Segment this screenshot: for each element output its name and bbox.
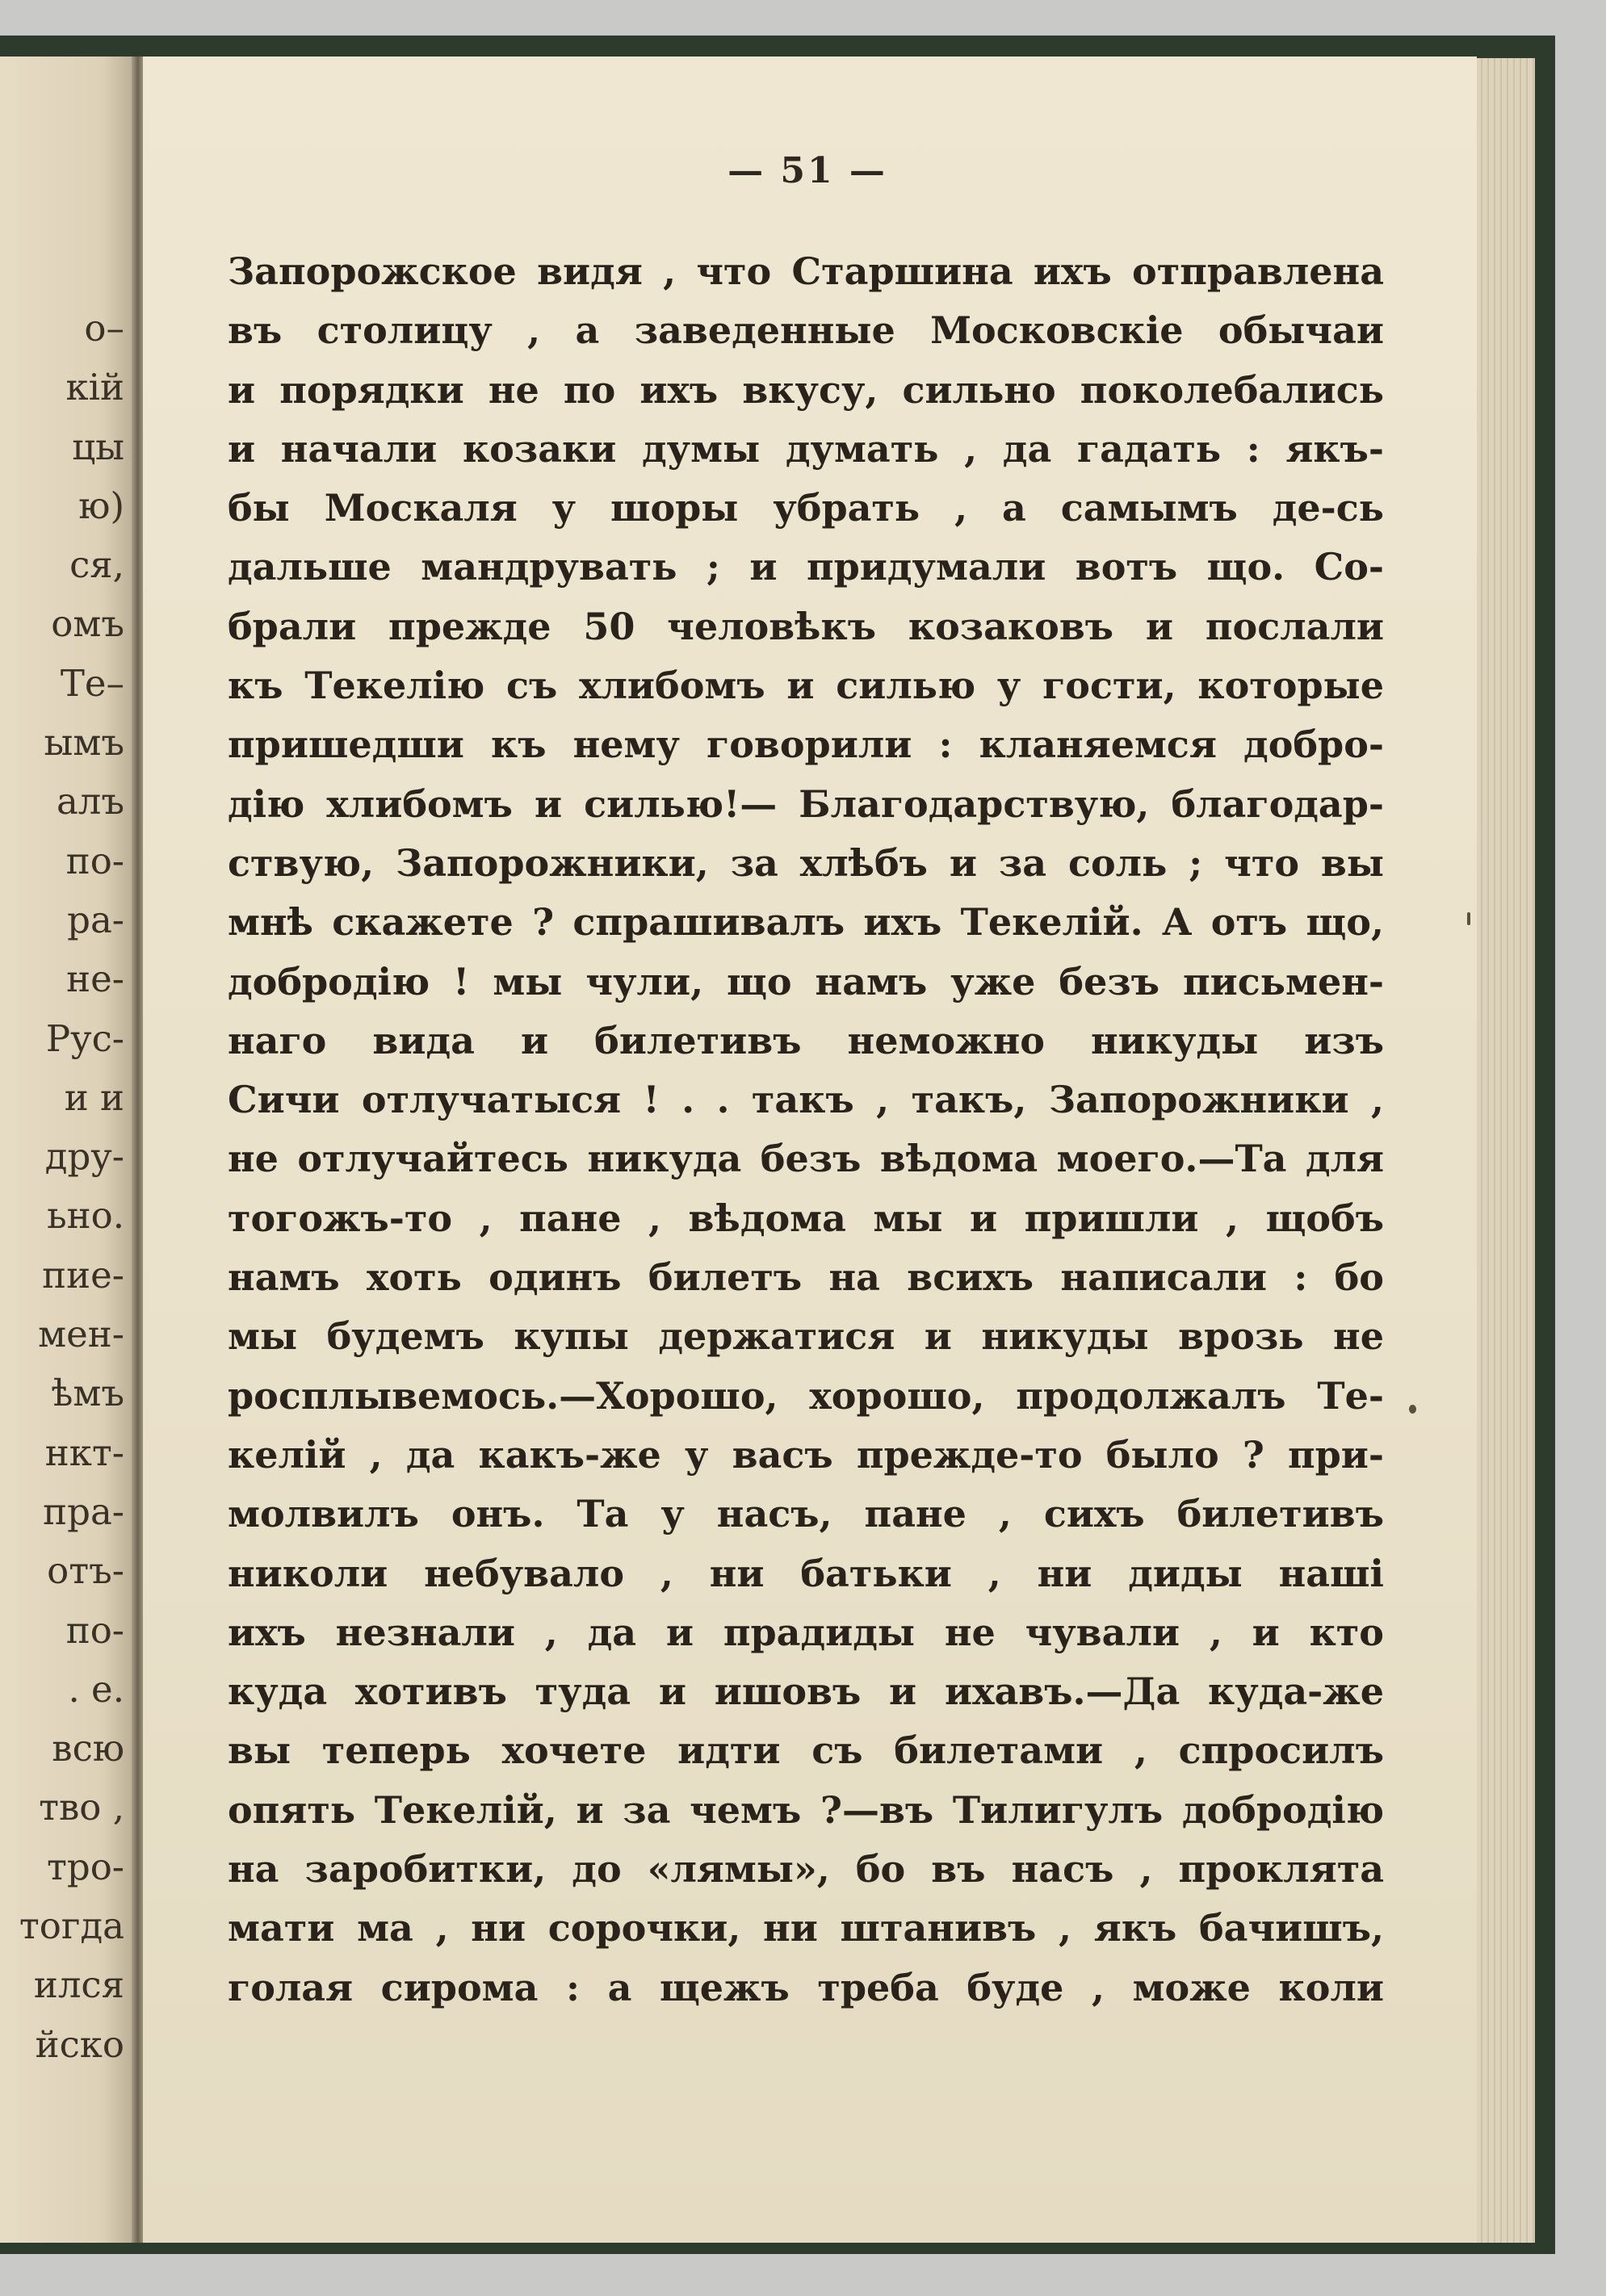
text-line: Сичи отлучатыся ! . . такъ , такъ, Запорожники , — [228, 1078, 1384, 1122]
left-page-line: тро- — [47, 1845, 124, 1888]
left-page — [0, 57, 136, 2243]
text-line: мнѣ скажете ? спрашивалъ ихъ Текелій. А отъ що, — [228, 900, 1384, 945]
left-page-line: о– — [84, 307, 124, 350]
left-page-line: Те– — [60, 661, 124, 705]
text-line: не отлучайтесь никуда безъ вѣдома моего.—Та для — [228, 1137, 1384, 1181]
text-line: бы Москаля у шоры убрать , а самымъ де-сь — [228, 486, 1384, 530]
text-line: вы теперь хочете идти съ билетами , спросилъ — [228, 1728, 1384, 1773]
text-line: ихъ незнали , да и прадиды не чували , и кто — [228, 1610, 1384, 1654]
text-line: наго вида и билетивъ неможно никуды изъ — [228, 1018, 1384, 1062]
left-page-line: омъ — [51, 602, 124, 646]
left-page-line: отъ- — [47, 1549, 124, 1593]
left-page-line: тогда — [19, 1904, 124, 1948]
text-line: добродію ! мы чули, що намъ уже безъ письмен- — [228, 959, 1384, 1003]
left-page-line: нкт- — [44, 1431, 124, 1474]
text-line: намъ хоть одинъ билетъ на всихъ написали : бо — [228, 1255, 1384, 1300]
left-page-line: Рус- — [45, 1016, 124, 1060]
left-page-line: . е. — [68, 1667, 124, 1711]
text-line: Запорожское видя , что Старшина ихъ отправлена — [228, 249, 1384, 293]
left-page-line: ымъ — [44, 721, 124, 765]
text-line: дію хлибомъ и силью!— Благодарствую, благодар- — [228, 781, 1384, 826]
text-line: мати ма , ни сорочки, ни штанивъ , якъ бачишъ, — [228, 1906, 1384, 1950]
text-line: голая сирома : а щежъ треба буде , може коли — [228, 1965, 1384, 2009]
left-page-line: по- — [65, 1608, 124, 1652]
text-line: молвилъ онъ. Та у насъ, пане , сихъ билетивъ — [228, 1492, 1384, 1536]
text-line: и порядки не по ихъ вкусу, сильно поколебались — [228, 367, 1384, 412]
text-line: келій , да какъ-же у васъ прежде-то было ? при- — [228, 1432, 1384, 1477]
text-line: ствую, Запорожники, за хлѣбъ и за соль ; что вы — [228, 840, 1384, 885]
text-line: тогожъ-то , пане , вѣдома мы и пришли , щобъ — [228, 1196, 1384, 1240]
text-line: на заробитки, до «лямы», бо въ насъ , проклята — [228, 1847, 1384, 1892]
ink-speck — [1467, 912, 1470, 925]
text-line: пришедши къ нему говорили : кланяемся добро- — [228, 723, 1384, 767]
text-line: опять Текелій, и за чемъ ?—въ Тилигулъ добродію — [228, 1787, 1384, 1832]
left-page-line: всю — [52, 1727, 124, 1770]
left-page-line: не- — [66, 957, 124, 1001]
left-page-line: по- — [65, 839, 124, 882]
left-page-line: дру- — [44, 1135, 124, 1179]
left-page-line: ю) — [78, 484, 124, 527]
book-gutter — [132, 57, 143, 2243]
text-line: въ столицу , а заведенные Московскіе обычаи — [228, 308, 1384, 353]
text-line: куда хотивъ туда и ишовъ и ихавъ.—Да куда-же — [228, 1670, 1384, 1714]
left-page-text — [0, 299, 129, 2074]
left-page-line: ѣмъ — [51, 1372, 124, 1415]
page-edges — [1477, 58, 1535, 2243]
left-page-line: и и — [64, 1075, 124, 1119]
text-line: мы будемъ купы держатися и никуды врозь не — [228, 1314, 1384, 1359]
left-page-line: кій — [65, 366, 124, 409]
left-page-line: алъ — [56, 780, 124, 823]
text-line: николи небувало , ни батьки , ни диды нашi — [228, 1551, 1384, 1595]
text-line: росплывемось.—Хорошо, хорошо, продолжалъ Те- — [228, 1373, 1384, 1418]
ink-speck — [1409, 1405, 1416, 1414]
left-page-line: йско — [35, 2022, 124, 2066]
left-page-line: ся, — [69, 543, 124, 587]
text-line: дальше мандрувать ; и придумали вотъ що. Со- — [228, 545, 1384, 589]
left-page-line: ьно. — [47, 1194, 124, 1238]
left-page-line: мен- — [38, 1313, 124, 1356]
left-page-line: пра- — [43, 1489, 124, 1533]
text-line: къ Текелію съ хлибомъ и силью у гости, которые — [228, 664, 1384, 708]
text-line: брали прежде 50 человѣкъ козаковъ и послали — [228, 604, 1384, 648]
left-page-line: тво , — [39, 1786, 124, 1829]
main-text-body — [228, 242, 1384, 2017]
left-page-line: ился — [33, 1963, 124, 2007]
left-page-line: пие- — [42, 1253, 124, 1297]
left-page-line: ра- — [67, 898, 124, 941]
left-page-line: цы — [72, 425, 124, 468]
page-number: — 51 — — [728, 150, 887, 191]
text-line: и начали козаки думы думать , да гадать : якъ- — [228, 426, 1384, 471]
